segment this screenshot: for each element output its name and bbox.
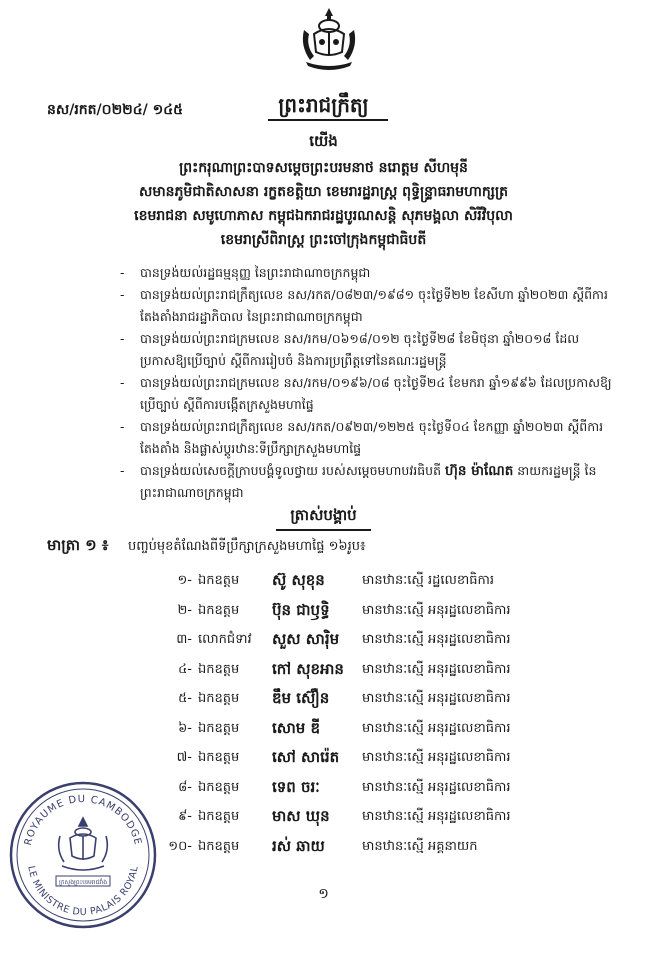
preamble-we: យើង	[309, 132, 338, 150]
consideration-item: - បានទ្រង់យល់រដ្ឋធម្មនុញ្ញ នៃព្រះរាជាណាចក្រកម្ពុជា	[120, 265, 371, 280]
member-row: ២- ឯកឧត្តម ប៊ុន ជាឫទ្ធិ មានឋានៈស្មើ អនុរដ្ឋលេខាធិការ	[177, 600, 511, 619]
svg-text:LE MINISTRE DU PALAIS ROYAL: LE MINISTRE DU PALAIS ROYAL	[25, 865, 141, 919]
svg-text:ROYAUME DU CAMBODGE: ROYAUME DU CAMBODGE	[22, 793, 144, 847]
consideration-item: - បានទ្រង់យល់ព្រះរាជក្រឹត្យលេខ នស/រកត/០៩២៣/១២២៥ ចុះថ្ងៃទី០៤ ខែកញ្ញា ឆ្នាំ២០២៣ ស្ដីពីការតែងតាំង និងផ្លាស់ប្ដូរឋានៈទីប្រឹក្សាក្រសួងមហាផ្ទៃ	[120, 419, 604, 456]
preamble-line-3: ខេមរាជនា សមូហោភាស កម្ពុជឯករាជរដ្ឋបូរណសន្តិ សុភមង្គលា សិរីវិបុលា	[134, 208, 513, 224]
member-row: ៩- ឯកឧត្តម មាស ឃុន មានឋានៈស្មើ អនុរដ្ឋលេខាធិការ	[178, 807, 511, 825]
considerations-list	[120, 262, 620, 504]
preamble-line-4: ខេមរាស្រីពិរាស្ដ្រ ព្រះចៅក្រុងកម្ពុជាធិបតី	[220, 232, 427, 248]
svg-text:ក្រសួងព្រះបរមរាជវាំង: ក្រសួងព្រះបរមរាជវាំង	[58, 879, 108, 886]
prime-minister-name: ហ៊ុន ម៉ាណែត	[445, 463, 514, 479]
page-number: ១	[318, 886, 329, 902]
ministry-seal-icon	[8, 780, 158, 930]
consideration-item: - បានទ្រង់យល់ព្រះរាជក្រឹត្យលេខ នស/រកត/០៨២៣/១៩៨១ ចុះថ្ងៃទី២២ ខែសីហា ឆ្នាំ២០២៣ ស្ដីពីការតែងតាំងរាជរដ្ឋាភិបាល នៃព្រះរាជាណាចក្រកម្ពុជា	[120, 287, 608, 324]
member-row: ១០- ឯកឧត្តម រស់ ឆាយ មានឋានៈស្មើ អគ្គនាយក	[168, 836, 478, 855]
section-title: ត្រាស់បង្គាប់	[290, 506, 357, 524]
consideration-item: - បានទ្រង់យល់សេចក្ដីក្រាបបង្គំទូលថ្វាយ របស់សម្ដេចមហាបវរធិបតី ហ៊ុន ម៉ាណែត នាយករដ្ឋមន្ត្រី នៃព្រះរាជាណាចក្រកម្ពុជា	[120, 463, 597, 500]
royal-crest-icon	[296, 6, 362, 72]
article-text: បញ្ចប់មុខតំណែងពីទីប្រឹក្សាក្រសួងមហាផ្ទៃ ១៦រូប៖	[128, 539, 366, 554]
preamble-line-2: សមានភូមិជាតិសាសនា រក្ខតខត្តិយា ខេមរារដ្ឋរាស្ដ្រ ពុទ្ធិន្ទ្រាធរាមហាក្សត្រ	[139, 184, 508, 200]
member-row: ៨- ឯកឧត្តម ទេព ចរៈ មានឋានៈស្មើ អនុរដ្ឋលេខាធិការ	[178, 777, 511, 796]
consideration-item: - បានទ្រង់យល់ព្រះរាជក្រមលេខ នស/រកម/០៦១៨/០១២ ចុះថ្ងៃទី២៨ ខែមិថុនា ឆ្នាំ២០១៨ ដែលប្រកាសឱ្យប្រើច្បាប់ ស្ដីពីការរៀបចំ និងការប្រព្រឹត្តទៅនៃគណៈរដ្ឋមន្ត្រី	[120, 331, 580, 368]
section-underline	[276, 529, 371, 531]
preamble-line-1: ព្រះករុណាព្រះបាទសម្ដេចព្រះបរមនាថ នរោត្តម សីហមុនី	[179, 160, 468, 176]
title-underline	[268, 119, 388, 121]
members-list	[150, 566, 630, 861]
article-label: មាត្រា ១ ៖	[47, 536, 109, 554]
consideration-item: - បានទ្រង់យល់ព្រះរាជក្រមលេខ នស/រកម/០១៩៦/០៨ ចុះថ្ងៃទី២៤ ខែមករា ឆ្នាំ១៩៩៦ ដែលប្រកាសឱ្យប្រើច្បាប់ ស្ដីពីការបង្កើតក្រសួងមហាផ្ទៃ	[120, 375, 612, 412]
reference-number: នស/រកត/០២២៤/ ១៤៥	[47, 102, 184, 118]
member-row: ៥- ឯកឧត្តម ឌឹម ស៊ឿន មានឋានៈស្មើ អនុរដ្ឋលេខាធិការ	[178, 689, 511, 707]
member-row: ១- ឯកឧត្តម ស៊ូ សុខុន មានឋានៈស្មើ រដ្ឋលេខាធិការ	[177, 571, 495, 589]
document-title: ព្រះរាជក្រឹត្យ	[278, 93, 369, 117]
member-row: ៦- ឯកឧត្តម សោម ឌី មានឋានៈស្មើ អនុរដ្ឋលេខាធិការ	[178, 718, 511, 737]
member-row: ៧- ឯកឧត្តម សៅ សារ៉េត មានឋានៈស្មើ អនុរដ្ឋលេខាធិការ	[176, 748, 511, 766]
member-row: ៣- លោកជំទាវ សួស សារ៉ិម មានឋានៈស្មើ អនុរដ្ឋលេខាធិការ	[176, 630, 511, 648]
member-row: ៤- ឯកឧត្តម កៅ សុខអាន មានឋានៈស្មើ អនុរដ្ឋលេខាធិការ	[178, 659, 511, 678]
